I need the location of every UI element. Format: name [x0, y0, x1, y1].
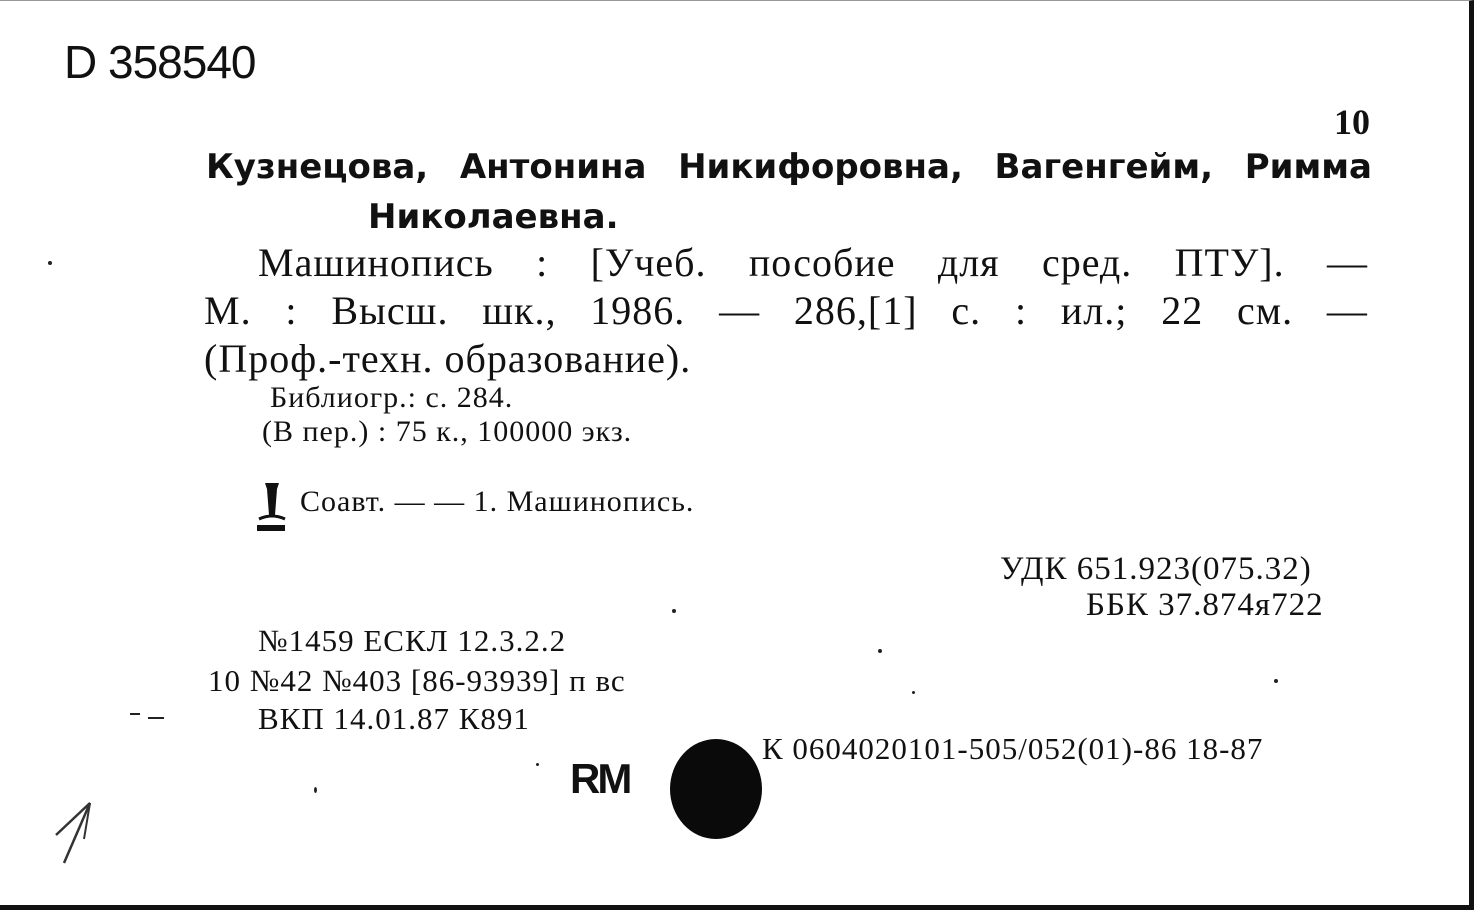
speck [148, 717, 164, 719]
title-word: Машинопись [258, 240, 494, 285]
imprint-word: — [719, 288, 761, 333]
author-word: Вагенгейм, [994, 147, 1214, 187]
author-heading-continued: Николаевна. [368, 197, 619, 237]
tracing-line: Соавт. — — 1. Машинопись. [300, 485, 695, 518]
speck [878, 649, 882, 653]
imprint-line [204, 287, 1368, 334]
speck [130, 713, 140, 715]
speck [912, 691, 915, 694]
accession-line-2: 10 №42 №403 [86-93939] п вс [208, 663, 626, 698]
accession-line-3: ВКП 14.01.87 К891 [258, 701, 530, 736]
imprint-word: — [1326, 288, 1368, 333]
punch-hole-mark [670, 739, 762, 839]
imprint-word: 286,[1] [793, 288, 918, 333]
title-word: : [536, 240, 549, 285]
bibliography-note: Библиогр.: с. 284. [270, 381, 514, 414]
speck [314, 787, 317, 793]
author-word: Кузнецова, [206, 147, 429, 187]
call-number: D 358540 [64, 36, 256, 88]
speck [48, 261, 52, 265]
imprint-word: Высш. [331, 288, 449, 333]
bbk-classification: ББК 37.874я722 [1086, 587, 1324, 623]
title-word: для [937, 240, 1000, 285]
title-word: ПТУ]. [1174, 240, 1285, 285]
handwritten-mark-icon [50, 799, 110, 869]
speck [672, 609, 676, 613]
imprint-word: М. [204, 288, 252, 333]
price-note: (В пер.) : 75 к., 100000 экз. [262, 415, 633, 448]
k-code: К 0604020101-505/052(01)-86 18-87 [762, 731, 1264, 766]
imprint-word: см. [1237, 288, 1294, 333]
title-word: — [1326, 240, 1368, 285]
imprint-word: : [285, 288, 298, 333]
author-word: Никифоровна, [678, 147, 963, 187]
speck [536, 763, 539, 766]
title-line [258, 239, 1368, 286]
imprint-word: : [1014, 288, 1028, 333]
tracing-symbol-icon [255, 479, 289, 535]
imprint-word: ил.; [1060, 288, 1128, 333]
imprint-word: шк., [482, 288, 557, 333]
author-word: Антонина [459, 147, 647, 187]
author-heading [206, 147, 1372, 187]
udk-classification: УДК 651.923(075.32) [1000, 551, 1312, 587]
accession-line-1: №1459 ЕСКЛ 12.3.2.2 [258, 623, 567, 658]
card-number: 10 [1334, 102, 1370, 142]
imprint-word: 1986. [590, 288, 686, 333]
author-word: Римма [1244, 147, 1372, 187]
speck [1274, 679, 1278, 683]
imprint-word: с. [951, 288, 982, 333]
title-word: сред. [1041, 240, 1133, 285]
imprint-word: 22 [1161, 288, 1204, 333]
title-word: пособие [748, 240, 896, 285]
title-word: [Учеб. [590, 240, 707, 285]
rm-stamp: RM [570, 755, 630, 802]
series-line: (Проф.-техн. образование). [204, 336, 692, 381]
